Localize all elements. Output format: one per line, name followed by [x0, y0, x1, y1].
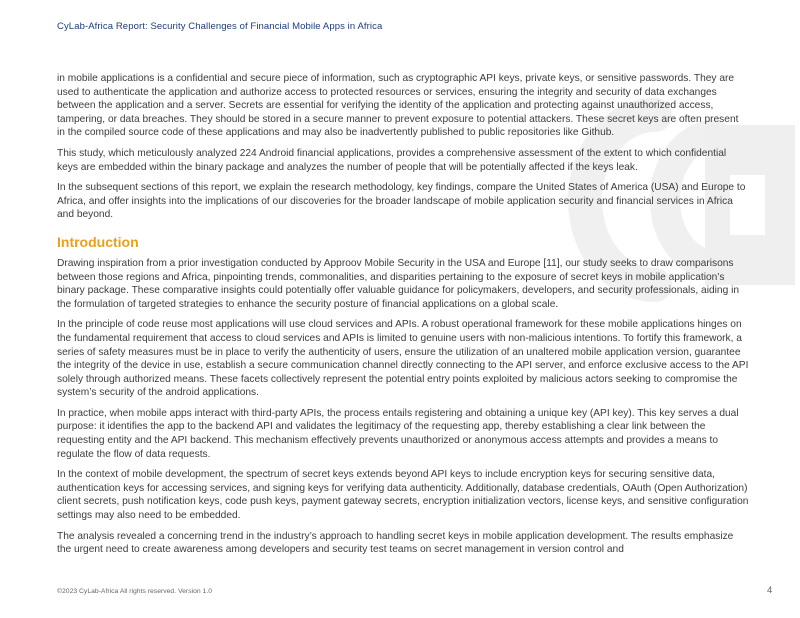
body-paragraph: Drawing inspiration from a prior investigation conducted by Approov Mobile Security in the USA and Europe [11], our study seeks to draw comparisons between those regions and Africa, pinpointing trends, commonalities, and disparities pertaining to the exposure of secret keys in mobile application’s binary package. These comparative insights could potentially offer valuable guidance for policymakers, developers, and security professionals, aiding in the formulation of targeted strategies to enhance the security posture of financial applications on a global scale.	[57, 257, 740, 310]
page-number: 4	[767, 585, 773, 596]
section-heading: Introduction	[57, 233, 139, 250]
body-paragraph: In practice, when mobile apps interact with third-party APIs, the process entails registering and obtaining a unique key (API key). This key serves a dual purpose: it identifies the app to the backend API and validates the legitimacy of the requesting app, thereby establishing a clear link between the requesting entity and the API backend. This mechanism effectively prevents unauthorized or anonymous access attempts and provides a means to regulate the flow of data requests.	[57, 407, 739, 460]
footer-copyright: ©2023 CyLab-Africa All rights reserved. Version 1.0	[57, 588, 212, 595]
document-body	[57, 72, 749, 564]
body-paragraph: in mobile applications is a confidential and secure piece of information, such as cryptographic API keys, private keys, or sensitive passwords. They are used to authenticate the application and authorize access to protected resources or services, ensuring the integrity and security of data exchanges between the application and a server. Secrets are essential for verifying the identity of the application and protecting against unauthorized access, tampering, or data breaches. They should be stored in a secure manner to prevent exposure to potential attackers. These secret keys are often present in the compiled source code of these applications and may also be inadvertently published to public repositories like Github.	[57, 73, 739, 139]
body-paragraph: The analysis revealed a concerning trend in the industry’s approach to handling secret keys in mobile application development. The results emphasize the urgent need to create awareness among developers and security test teams on secret management in version control and	[57, 530, 734, 556]
running-header: CyLab-Africa Report: Security Challenges of Financial Mobile Apps in Africa	[57, 21, 383, 32]
body-paragraph: In the subsequent sections of this report, we explain the research methodology, key findings, compare the United States of America (USA) and Europe to Africa, and offer insights into the implications of our discoveries for the broader landscape of mobile application security and financial services in Africa and beyond.	[57, 182, 746, 221]
body-paragraph: In the context of mobile development, the spectrum of secret keys extends beyond API keys to include encryption keys for securing sensitive data, authentication keys for accessing services, and signing keys for verifying data authenticity. Additionally, database credentials, OAuth (Open Authorization) client secrets, push notification keys, code push keys, payment gateway secrets, encryption initialization vectors, license keys, and sensitive configuration settings may also need to be embedded.	[57, 469, 749, 522]
body-paragraph: In the principle of code reuse most applications will use cloud services and APIs. A robust operational framework for these mobile applications hinges on the fundamental requirement that access to cloud services and APIs is limited to genuine users with non-malicious intentions. To fortify this framework, a series of safety measures must be in place to verify the authenticity of users, ensure the utilization of an unaltered mobile application version, guarantee the integrity of the device in use, establish a secure communication channel directly connecting to the API server, and enforce exclusive access to the API solely through authorized means. These facets collectively represent the potential entry points exploited by malicious actors seeking to compromise the system’s security of the android applications.	[57, 319, 749, 399]
body-paragraph: This study, which meticulously analyzed 224 Android financial applications, provides a comprehensive assessment of the extent to which confidential keys are embedded within the binary package and analyzes the number of people that will be potentially affected if the keys leak.	[57, 147, 727, 173]
